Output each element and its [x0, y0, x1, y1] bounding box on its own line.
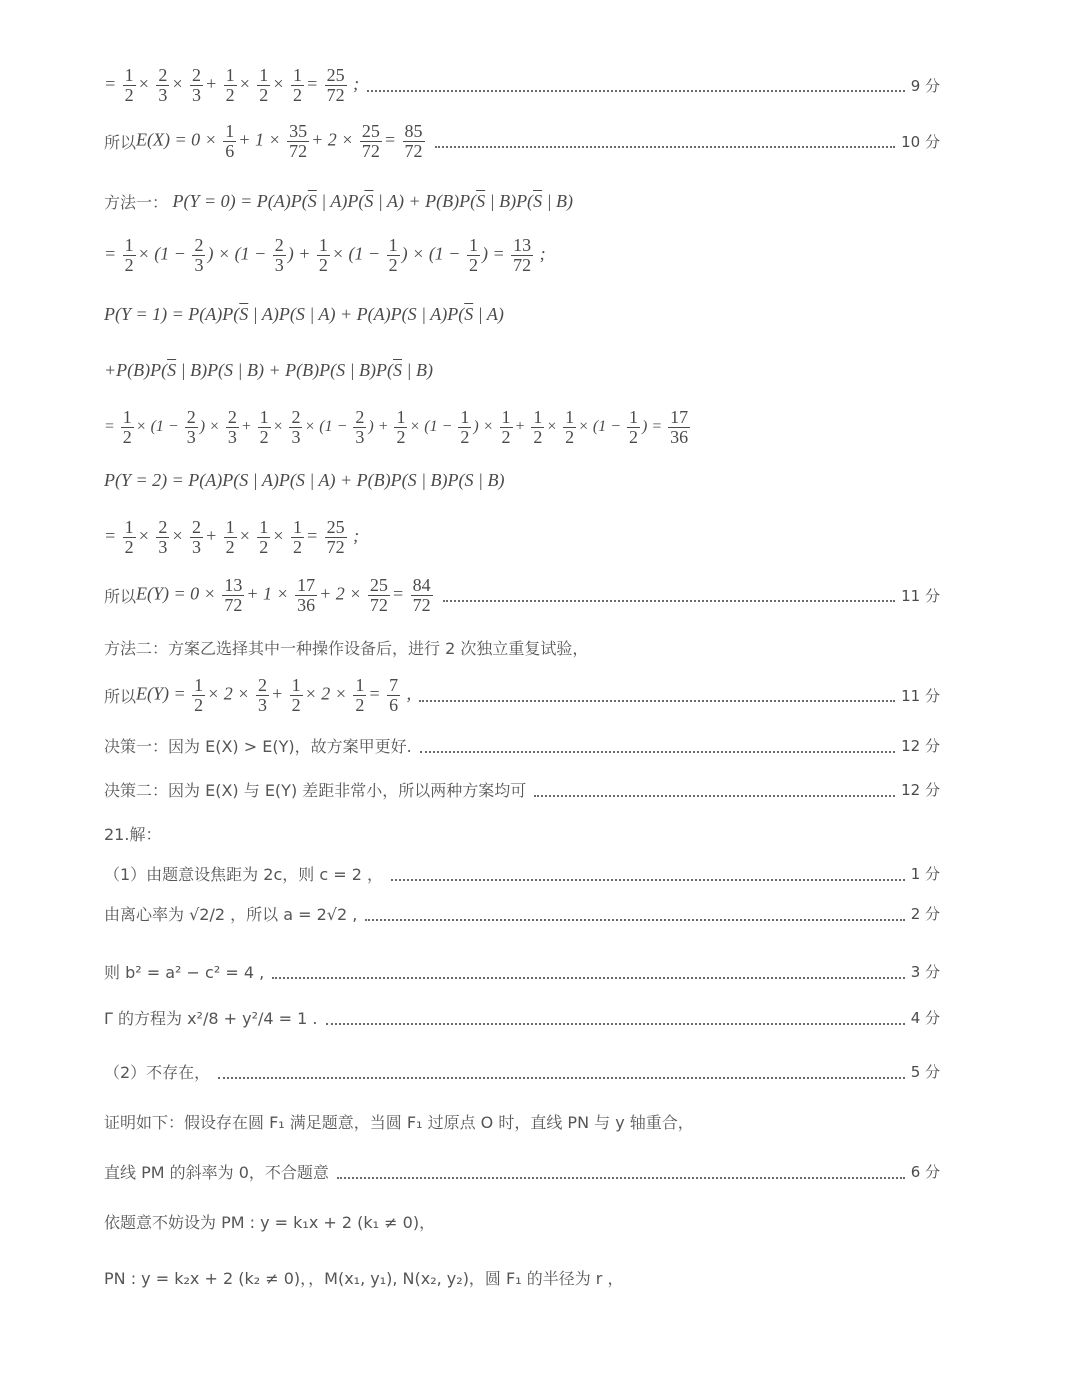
line-text: PN : y = k₂x + 2 (k₂ ≠ 0)，，M(x₁, y₁), N(x₂, y₂)，圆 F₁ 的半径为 r ， — [104, 1269, 624, 1288]
solution-line-11 — [104, 636, 940, 659]
line-text: 直线 PM 的斜率为 0，不合题意 — [104, 1163, 329, 1182]
leader-dots — [534, 795, 895, 797]
score-label: 3 分 — [910, 963, 940, 981]
math-expression: E(X) = 0 × $\frac{1}{6}$ + 1 × $\frac{35}{72}$ + 2 × $\frac{25}{72}$ = $\frac{85}{72}$ — [136, 121, 423, 161]
solution-line-3 — [104, 190, 940, 213]
line-text: 方法二：方案乙选择其中一种操作设备后，进行 2 次独立重复试验， — [104, 639, 589, 658]
solution-line-24 — [104, 1266, 940, 1289]
solution-line-18 — [104, 960, 940, 983]
solution-line-17 — [104, 902, 940, 925]
math-expression: E(Y) = 0 × $\frac{13}{72}$ + 1 × $\frac{17}{36}$ + 2 × $\frac{25}{72}$ = $\frac{84}{72}$ — [136, 575, 431, 615]
line-text: 证明如下：假设存在圆 F₁ 满足题意，当圆 F₁ 过原点 O 时，直线 PN 与 y 轴重合， — [104, 1113, 694, 1132]
leader-dots — [419, 700, 895, 702]
math-expression: = $\frac{1}{2}$ × (1 − $\frac{2}{3}$ ) × (1 − $\frac{2}{3}$ ) + $\frac{1}{2}$ × (1 − $\frac{1}{2}$ ) × (1 − $\frac{1}{2}$ ) = $\frac{13}{72}$ ; — [104, 235, 546, 275]
math-expression: $+P(B)P(\overline{S}$ | B)P(S | B) + P(B)P(S | $B)P(\overline{S}$ | B) — [104, 360, 433, 380]
solution-line-12 — [104, 676, 940, 715]
solution-line-13 — [104, 734, 940, 757]
leader-dots — [326, 1023, 905, 1025]
line-text: 21.解： — [104, 825, 162, 844]
leader-dots — [272, 977, 905, 979]
score-label: 4 分 — [910, 1009, 940, 1027]
score-label: 10 分 — [901, 132, 940, 151]
solution-line-8 — [104, 470, 940, 491]
line-text: 依题意不妨设为 PM : y = k₁x + 2 (k₁ ≠ 0)， — [104, 1213, 436, 1232]
line-text: 决策一：因为 E(X) > E(Y)，故方案甲更好. — [104, 737, 412, 756]
math-expression: E(Y) = $\frac{1}{2}$ × 2 × $\frac{2}{3}$ + $\frac{1}{2}$ × 2 × $\frac{1}{2}$ = $\frac{7}{6}$ , — [136, 675, 412, 715]
math-expression: = $\frac{1}{2}$ × $\frac{2}{3}$ × $\frac{2}{3}$ + $\frac{1}{2}$ × $\frac{1}{2}$ × $\frac{1}{2}$ = $\frac{25}{72}$ ; — [104, 65, 360, 105]
line-text: （2）不存在， — [104, 1063, 211, 1082]
math-expression: = $\frac{1}{2}$ × $\frac{2}{3}$ × $\frac{2}{3}$ + $\frac{1}{2}$ × $\frac{1}{2}$ × $\frac{1}{2}$ = $\frac{25}{72}$ ; — [104, 517, 360, 557]
leader-dots — [218, 1077, 905, 1079]
solution-line-10 — [104, 576, 940, 615]
solution-line-23 — [104, 1210, 940, 1233]
line-text: （1）由题意设焦距为 2c，则 c = 2 ， — [104, 865, 383, 884]
leader-dots — [337, 1177, 905, 1179]
score-label: 12 分 — [901, 737, 940, 755]
solution-line-4 — [104, 236, 940, 275]
score-label: 12 分 — [901, 781, 940, 799]
line-text: Γ 的方程为 x²/8 + y²/4 = 1 . — [104, 1009, 318, 1028]
score-label: 6 分 — [910, 1163, 940, 1181]
solution-line-16 — [104, 862, 940, 885]
leader-dots — [420, 751, 895, 753]
problem-heading — [104, 822, 940, 845]
solution-line-2 — [104, 122, 940, 161]
score-label: 2 分 — [910, 905, 940, 923]
score-label: 1 分 — [910, 865, 940, 883]
leader-dots — [391, 879, 905, 881]
solution-line-1 — [104, 66, 940, 105]
solution-line-20 — [104, 1060, 940, 1083]
line-prefix: 所以 — [104, 132, 137, 152]
line-text: 由离心率为 √2/2 ，所以 a = 2√2 , — [104, 905, 358, 924]
line-prefix: 所以 — [104, 586, 137, 606]
score-label: 11 分 — [901, 686, 940, 705]
solution-line-6 — [104, 360, 940, 381]
leader-dots — [365, 919, 904, 921]
math-expression: $P(Y = 0) = P(A)P(\overline{S}$ | $A)P(\overline{S}$ | $A) + P(B)P(\overline{S}$ | $B)P(\overline{S}$ | B) — [168, 191, 573, 211]
math-expression: $P(Y = 1) = P(A)P(\overline{S}$ | A)P(S | A) + P(A)P(S | $A)P(\overline{S}$ | A) — [104, 304, 504, 324]
score-label: 5 分 — [910, 1063, 940, 1081]
line-prefix: 方法一： — [104, 193, 169, 212]
solution-line-21 — [104, 1110, 940, 1133]
solution-line-9 — [104, 518, 940, 557]
leader-dots — [435, 146, 896, 148]
solution-line-5 — [104, 304, 940, 325]
solution-line-22 — [104, 1160, 940, 1183]
solution-line-14 — [104, 778, 940, 801]
line-text: 则 b² = a² − c² = 4 , — [104, 963, 265, 982]
line-prefix: 所以 — [104, 686, 137, 706]
score-label: 9 分 — [910, 76, 940, 95]
math-expression: = $\frac{1}{2}$ × (1 − $\frac{2}{3}$ ) × $\frac{2}{3}$ + $\frac{1}{2}$ × $\frac{2}{3}$ × (1 − $\frac{2}{3}$ ) + $\frac{1}{2}$ × (1 − $\frac{1}{2}$ ) × $\frac{1}{2}$ + $\frac{1}{2}$ × $\frac{1}{2}$ × (1 − $\frac{1}{2}$ ) = $\frac{17}{36}$ — [104, 407, 689, 447]
math-expression: P(Y = 2) = P(A)P(S | A)P(S | A) + P(B)P(S | B)P(S | B) — [104, 470, 505, 490]
solution-line-7 — [104, 408, 940, 447]
score-label: 11 分 — [901, 586, 940, 605]
leader-dots — [367, 90, 905, 92]
line-text: 决策二：因为 E(X) 与 E(Y) 差距非常小，所以两种方案均可 — [104, 781, 527, 800]
solution-line-19 — [104, 1006, 940, 1029]
leader-dots — [443, 600, 896, 602]
